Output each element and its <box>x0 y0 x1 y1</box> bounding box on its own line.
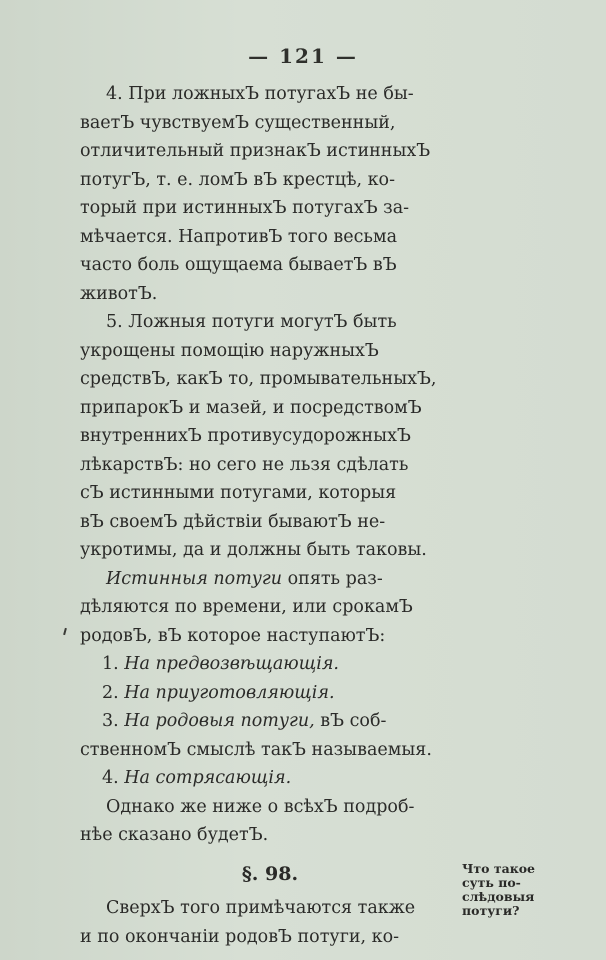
text-line: 5. Ложныя потуги могутЪ быть <box>106 312 397 332</box>
text-line: припарокЪ и мазей, и посредствомЪ <box>80 397 422 418</box>
text-line: внутреннихЪ противусудорожныхЪ <box>80 426 411 446</box>
section-heading: §. 98. <box>241 862 299 885</box>
paragraph-however <box>80 793 460 850</box>
list-text: На родовыя потуги, <box>124 711 315 731</box>
text-line <box>80 565 460 594</box>
text-line: дѣляются по времени, или срокамЪ <box>80 597 413 617</box>
text-fragment: опять раз- <box>282 568 383 589</box>
text-line: Однако же ниже о всѣхЪ подроб- <box>106 796 415 817</box>
text-line: ваетЪ чувствуемЪ существенный, <box>80 112 396 133</box>
margin-note-line: слѣдовыя <box>462 889 535 904</box>
text-line: вЪ своемЪ дѣйствіи бываютЪ не- <box>80 511 386 532</box>
margin-note-line: Что такое <box>462 861 536 876</box>
text-line: родовЪ, вЪ которое наступаютЪ: <box>80 625 386 646</box>
margin-note-line: потуги? <box>462 903 520 918</box>
margin-note-line: суть по- <box>462 875 521 890</box>
emphasis-term: Истинныя потуги <box>106 568 283 589</box>
classification-list <box>80 650 460 793</box>
page-number: — 121 — <box>248 44 358 68</box>
list-text: На приуготовляющія. <box>124 682 335 703</box>
text-line: потугЪ, т. е. ломЪ вЪ крестцѣ, ко- <box>80 169 396 190</box>
text-line: мѣчается. НапротивЪ того весьма <box>80 226 397 247</box>
list-text: На сотрясающія. <box>124 768 292 788</box>
margin-note <box>462 862 562 918</box>
text-line: отличительный признакЪ истинныхЪ <box>80 141 431 161</box>
text-line: 4. При ложныхЪ потугахЪ не бы- <box>106 84 414 104</box>
paragraph-98 <box>80 894 460 951</box>
list-number: 4. <box>102 768 119 788</box>
text-line: СверхЪ того примѣчаются также <box>106 898 416 918</box>
text-line: укротимы, да и должны быть таковы. <box>80 540 427 560</box>
text-line: лѣкарствЪ: но сего не льзя сдѣлать <box>80 454 409 475</box>
list-item <box>80 764 460 793</box>
text-line: нѣе сказано будетЪ. <box>80 825 269 845</box>
text-line: животЪ. <box>80 283 158 304</box>
text-line: и по окончаніи родовЪ потуги, ко- <box>80 926 400 947</box>
text-line: часто боль ощущаема бываетЪ вЪ <box>80 255 397 275</box>
paragraph-5 <box>80 308 460 565</box>
text-line: торый при истинныхЪ потугахЪ за- <box>80 198 410 218</box>
text-fragment: вЪ соб- <box>314 711 387 731</box>
text-line: укрощены помощію наружныхЪ <box>80 340 379 361</box>
text-line: ственномЪ смыслѣ такЪ называемыя. <box>80 739 432 760</box>
list-number: 3. <box>102 711 119 731</box>
list-number: 1. <box>102 654 119 674</box>
paragraph-4 <box>80 80 460 308</box>
body-text <box>80 80 460 951</box>
ink-mark <box>63 628 67 635</box>
list-number: 2. <box>102 682 119 703</box>
text-line: средствЪ, какЪ то, промывательныхЪ, <box>80 369 437 389</box>
paragraph-true-pains <box>80 565 460 651</box>
list-item <box>80 707 460 736</box>
list-item <box>80 679 460 708</box>
text-line: сЪ истинными потугами, которыя <box>80 483 397 503</box>
list-text: На предвозвѣщающія. <box>124 654 339 674</box>
list-item <box>80 650 460 679</box>
